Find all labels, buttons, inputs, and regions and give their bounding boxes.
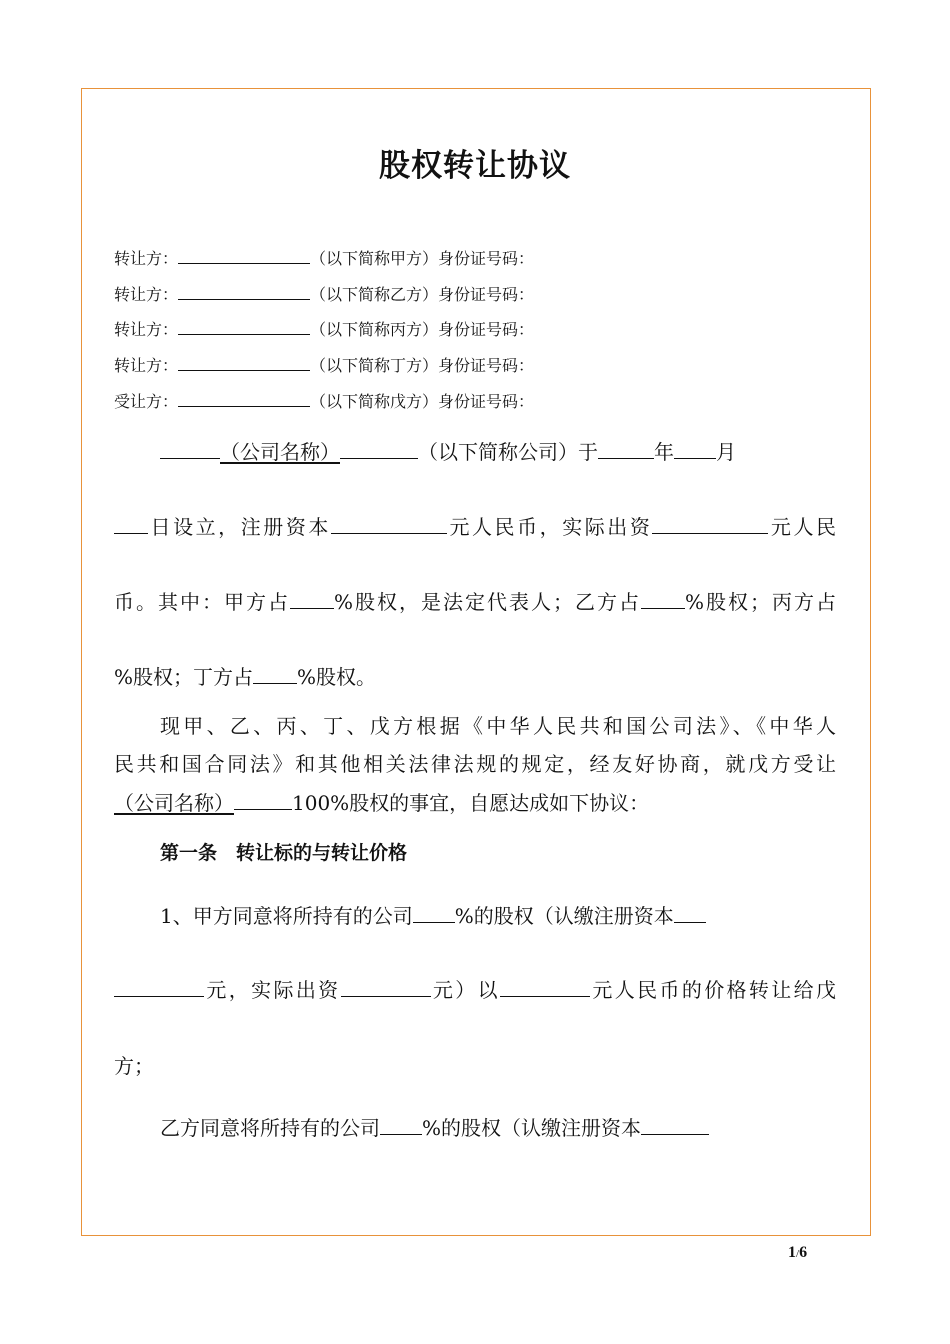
blank-field [178, 247, 310, 264]
preamble-line-1: 现甲、乙、丙、丁、戊方根据《中华人民共和国公司法》、《中华人 [160, 714, 836, 738]
article-1-item-1-line-3: 方； [114, 1054, 154, 1078]
company-intro-line-2: 日设立，注册资本 元人民币，实际出资 元人民 [114, 511, 836, 540]
company-intro-line-4: %股权；丁方占 %股权。 [114, 665, 377, 689]
blank-field [178, 318, 310, 335]
party-line-e: 受让方： （以下简称戊方）身份证号码： [114, 392, 535, 411]
company-name-placeholder: （公司名称） [220, 440, 340, 464]
company-intro-line-3: 币。其中：甲方占 %股权，是法定代表人；乙方占 %股权；丙方占 [114, 590, 836, 614]
article-1-item-1-line-2: 元，实际出资 元）以 元人民币的价格转让给戊 [114, 974, 836, 1003]
party-line-d: 转让方： （以下简称丁方）身份证号码： [114, 356, 535, 375]
company-intro-line-1: （公司名称） （以下简称公司）于 年 月 [160, 436, 836, 465]
article-1-item-2-line-1: 乙方同意将所持有的公司 %的股权（认缴注册资本 [160, 1112, 882, 1141]
party-line-b: 转让方： （以下简称乙方）身份证号码： [114, 285, 535, 304]
blank-field [178, 390, 310, 407]
article-1-heading: 第一条 转让标的与转让价格 [160, 842, 408, 864]
preamble-line-3: （公司名称） 100%股权的事宜，自愿达成如下协议： [114, 791, 650, 815]
article-1-item-1-line-1: 1、甲方同意将所持有的公司 %的股权（认缴注册资本 [160, 900, 882, 929]
document-title: 股权转让协议 [379, 148, 571, 184]
page-number: 1/6 [788, 1244, 808, 1261]
party-line-c: 转让方： （以下简称丙方）身份证号码： [114, 320, 535, 339]
company-name-placeholder: （公司名称） [114, 791, 234, 815]
party-line-a: 转让方： （以下简称甲方）身份证号码： [114, 249, 535, 268]
blank-field [178, 354, 310, 371]
preamble-line-2: 民共和国合同法》和其他相关法律法规的规定，经友好协商，就戊方受让 [114, 752, 836, 776]
blank-field [178, 283, 310, 300]
